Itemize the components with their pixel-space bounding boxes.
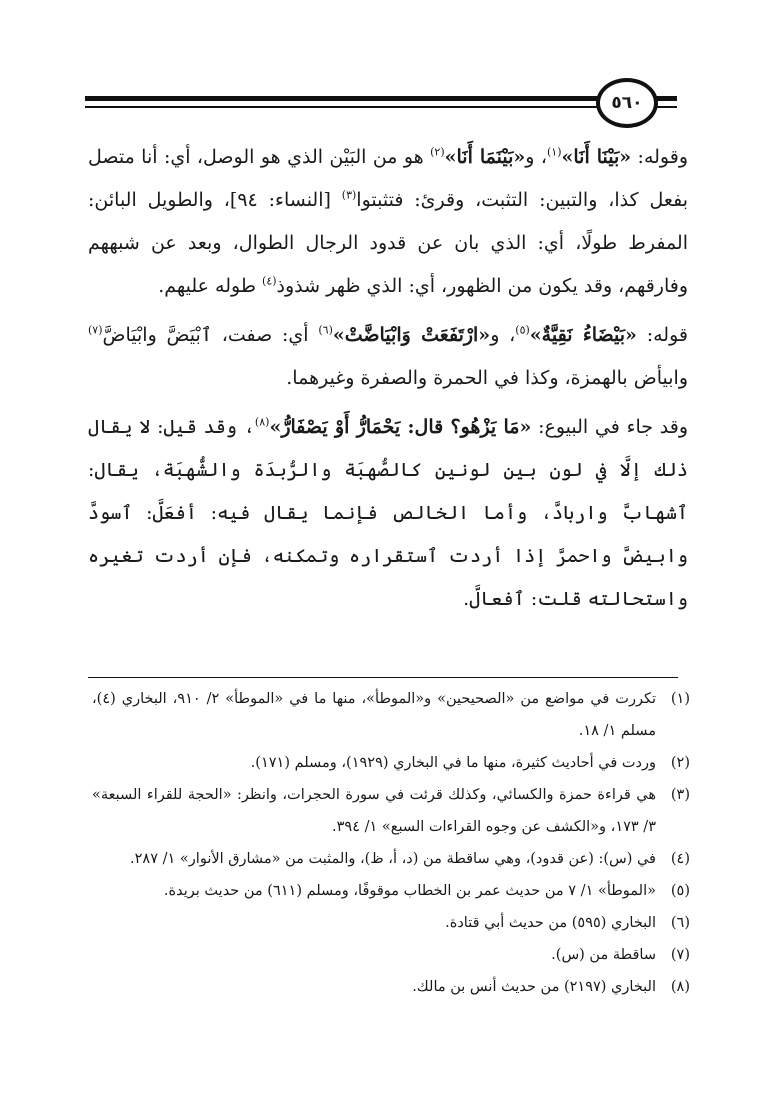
hadith-quote: «مَا يَزْهُو؟ قال: يَحْمَارُّ أَوْ يَصْفَارُّ» <box>269 416 532 438</box>
text-run: ، وقد قيل: لا يقال ذلك إلَّا في لون بين لونين كالصُّهبَة والرُّبدَة والشُّهبَة، يقال: ٱشهابَّ واربادَّ، وأما الخالص فإنما يقال فيه: أفعَلَّ: ٱسودَّ وابيضَّ واحمرَّ إذا أردت ٱستقراره وتمكنه، فإن أردت تغيره واستحالته قلت: ٱفعالَّ. <box>88 416 688 610</box>
text-run: وقوله: <box>631 146 688 168</box>
footnote-text: «الموطأ» ١/ ٧ من حديث عمر بن الخطاب موقوفًا، ومسلم (٦١١) من حديث بريدة. <box>163 883 656 899</box>
footnote <box>92 875 690 907</box>
hadith-quote: «بَيْضَاءُ نَقِيَّةٌ» <box>529 324 637 346</box>
footnote <box>92 779 690 843</box>
footnote-ref: (٣) <box>341 188 357 202</box>
footnote-text: البخاري (٢١٩٧) من حديث أنس بن مالك. <box>412 979 656 995</box>
hadith-quote: «بَيْنَا أَنَا» <box>561 146 632 168</box>
footnote-ref: (٥) <box>515 323 530 337</box>
footnote-ref: (٢) <box>430 145 445 159</box>
page-header <box>0 0 766 140</box>
text-run: طوله عليهم. <box>158 275 263 297</box>
paragraph <box>88 406 688 621</box>
text-run: وابيأض بالهمزة، وكذا في الحمرة والصفرة وغيرهما. <box>286 367 688 389</box>
footnote-text: وردت في أحاديث كثيرة، منها ما في البخاري (١٩٢٩)، ومسلم (١٧١). <box>250 755 656 771</box>
hadith-quote: «ارْتَفَعَتْ وَابْيَاضَّتْ» <box>332 324 491 346</box>
footnote-number: (٤) <box>670 851 690 867</box>
footnote-number: (٧) <box>670 947 690 963</box>
text-run: أي: صفت، ٱبْيَضَّ وابْيَاضَّ <box>102 324 319 346</box>
footnote <box>92 747 690 779</box>
footnote-ref: (١) <box>546 145 562 159</box>
header-rule-thin <box>85 106 677 108</box>
footnote-number: (٥) <box>670 883 690 899</box>
text-run: هو من البَيْن الذي هو الوصل، أي: أنا متصل بفعل كذا، والتبين: التثبت، وقرئ: فتثبتوا <box>88 146 688 211</box>
footnote-number: (١) <box>670 691 690 707</box>
footnote-ref: (٤) <box>262 274 277 288</box>
footnote-text: هي قراءة حمزة والكسائي، وكذلك قرئت في سورة الحجرات، وانظر: «الحجة للقراء السبعة» ٣/ ١٧٣، و«الكشف عن وجوه القراءات السبع» ١/ ٣٩٤. <box>92 787 656 835</box>
footnote-text: البخاري (٥٩٥) من حديث أبي قتادة. <box>445 915 656 931</box>
main-text <box>88 136 688 627</box>
footnote-number: (٢) <box>670 755 690 771</box>
footnote <box>92 971 690 1003</box>
footnote-ref: (٦) <box>318 323 333 337</box>
text-run: ، و <box>525 146 547 168</box>
footnote <box>92 907 690 939</box>
footnotes <box>92 683 690 1003</box>
page-number: ٥٦٠ <box>611 93 643 113</box>
footnote <box>92 843 690 875</box>
footnote <box>92 683 690 747</box>
footnote-text: في (س): (عن قدود)، وهي ساقطة من (د، أ، ظ)، والمثبت من «مشارق الأنوار» ١/ ٢٨٧. <box>130 851 656 867</box>
footnote-number: (٣) <box>670 787 690 803</box>
footnote-number: (٦) <box>670 915 690 931</box>
footnote-number: (٨) <box>670 979 690 995</box>
header-rule-thick <box>85 96 677 101</box>
text-run: [النساء: ٩٤]، والطويل البائن: المفرط طولًا، أي: الذي بان عن قدود الرجال الطوال، وبعد عن شبههم وفارقهم، وقد يكون من الظهور، أي: الذي ظهر شذوذ <box>88 189 688 297</box>
footnote-text: ساقطة من (س). <box>551 947 656 963</box>
footnote-ref: (٨) <box>254 415 270 429</box>
text-run: وقد جاء في البيوع: <box>531 416 689 438</box>
text-run: ، و <box>490 324 516 346</box>
hadith-quote: «بَيْنَمَا أَنَا» <box>444 146 526 168</box>
footnote <box>92 939 690 971</box>
footnote-divider <box>88 677 678 678</box>
footnote-text: تكررت في مواضع من «الصحيحين» و«الموطأ»، منها ما في «الموطأ» ٢/ ٩١٠، البخاري (٤)، مسلم ١/ ١٨. <box>92 691 656 739</box>
footnote-ref: (٧) <box>88 323 103 337</box>
paragraph <box>88 314 688 400</box>
page-number-badge <box>596 78 658 128</box>
paragraph <box>88 136 688 308</box>
text-run: قوله: <box>636 324 688 346</box>
